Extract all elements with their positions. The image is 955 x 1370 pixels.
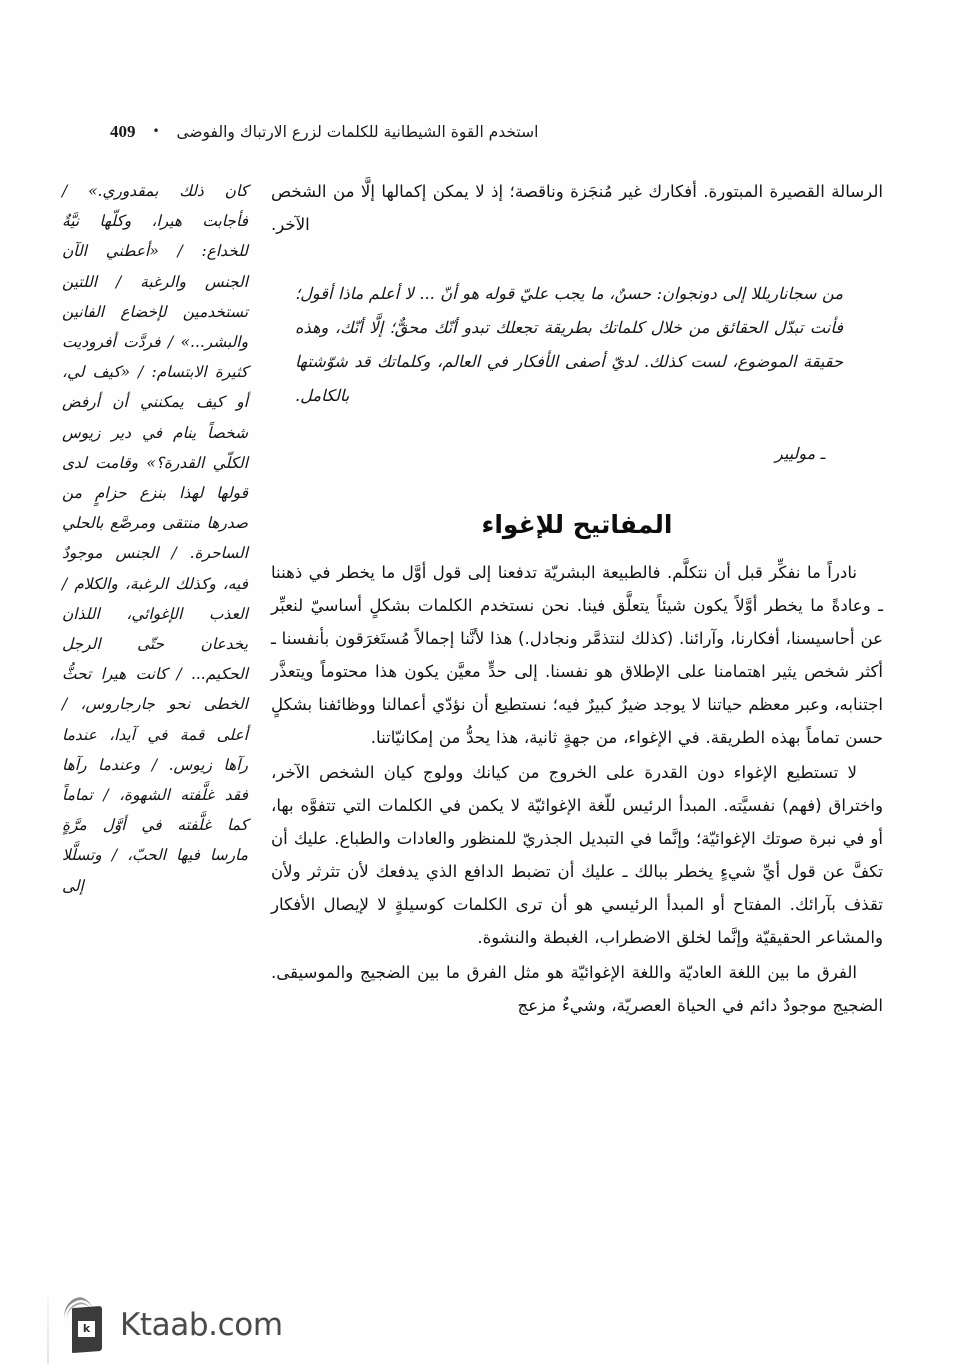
body-paragraph-3: الفرق ما بين اللغة العاديّة واللغة الإغوائيّة هو مثل الفرق ما بين الضجيج والموسيقى. الضجيج موجودٌ دائم في الحياة العصريّة، وشيءٌ مزعج xyxy=(271,963,883,1016)
site-watermark xyxy=(62,1298,283,1352)
pull-quote xyxy=(271,277,883,469)
pull-quote-attribution: ـ موليير xyxy=(775,444,825,463)
running-head xyxy=(110,122,840,142)
body-paragraph-1: نادراً ما نفكِّر قبل أن نتكلَّم. فالطبيعة البشريّة تدفعنا إلى قول أوَّل ما يخطر في ذهننا ـ وعادةً ما يخطر أوَّلاً يكون شيئاً يتعلَّق فينا. نحن نستخدم الكلمات بشكلٍ أساسيّ لنعبِّر عن أحاسيسنا، أفكارنا، وآرائنا. (كذلك لنتذمَّر ونجادل.) هذا لأنَّنا إجمالاً مُستَغرَقون بأنفسنا ـ أكثر شخص يثير اهتمامنا على الإطلاق هو نفسنا. إلى حدٍّ معيَّن يكون هذا محتوماً ويتعذَّر اجتنابه، وعبر معظم حياتنا لا يوجد ضيرٌ كبيرٌ فيه؛ نستطيع أن نؤدّي أعمالنا ووظائفنا بشكلٍ حسن تماماً بهذه الطريقة. في الإغواء، من جهةٍ ثانية، هذا يحدُّ من إمكانيّاتنا. xyxy=(271,563,883,748)
running-head-inner xyxy=(110,122,538,142)
book-badge-letter: k xyxy=(78,1321,95,1337)
paragraph-continued: الرسالة القصيرة المبتورة. أفكارك غير مُنجَزة وناقصة؛ إذ لا يمكن إكمالها إلَّا من الشخص الآخر. xyxy=(271,182,883,234)
page-number: 409 xyxy=(110,122,136,141)
pull-quote-text: من سجاناريللا إلى دونجوان: حسنٌ، ما يجب عليّ قوله هو أنّ ... لا أعلم ماذا أقول؛ فأنت تبدّل الحقائق من خلال كلماتك بطريقة تجعلك تبدو أنّك محقٌّ؛ إلَّا أنّك، وهذه حقيقة الموضوع، لست كذلك. لديّ أصفى الأفكار في العالم، وكلماتك قد شوّشتها بالكامل. xyxy=(295,284,843,405)
body-paragraph-2: لا تستطيع الإغواء دون القدرة على الخروج من كيانك وولوج كيان الشخص الآخر، واختراق (فهم) نفسيَّته. المبدأ الرئيس للّغة الإغوائيّة لا يكمن في الكلمات التي تتفوَّه بها، أو في نبرة صوتك الإغوائيّة؛ وإنَّما في التبديل الجذريّ للمنظور والعادات والطباع. عليك أن تكفَّ عن قول أيِّ شيءٍ يخطر ببالك ـ عليك أن تضبط الدافع الذي يدفعك لأن تثرثر ولأن تقذف بآرائك. المفتاح أو المبدأ الرئيسي هو أن ترى الكلمات كوسيلةٍ لا لإيصال الأفكار والمشاعر الحقيقيّة وإنَّما لخلق الاضطراب، الغبطة والنشوة. xyxy=(271,763,883,948)
running-head-title: استخدم القوة الشيطانية للكلمات لزرع الارتباك والفوضى xyxy=(176,123,539,141)
running-head-bullet: • xyxy=(152,124,160,138)
page-gutter-shadow xyxy=(47,1298,49,1364)
watermark-label: Ktaab.com xyxy=(120,1307,283,1343)
book-icon xyxy=(62,1298,108,1352)
section-heading: المفاتيح للإغواء xyxy=(481,510,673,539)
main-text-column xyxy=(271,175,883,1024)
margin-note-column xyxy=(62,176,248,901)
margin-note-text: كان ذلك بمقدوري.» / فأجابت هيرا، وكلّها نيَّةٌ للخداع: / «أعطني الآن الجنس والرغبة / اللتين تستخدمين لإخضاع الفانين والبشر...» / فردَّت أفروديت كثيرة الابتسام: / «كيف لي، أو كيف يمكنني أن أرفض شخصاً ينام في دير زيوس الكلّي القدرة؟» وقامت لدى قولها لهذا بنزع حزامٍ من صدرها منتقى ومرصَّع بالحلي الساحرة. / الجنس موجودٌ فيه، وكذلك الرغبة، والكلام / العذب الإغوائي، اللذان يخدعان حتّى الرجل الحكيم... / كانت هيرا تحثُّ الخطى نحو جارجاروس، / أعلى قمة في آيدا، عندما رآها زيوس. / وعندما رآها فقد غلَّفته الشهوة، / تماماً كما غلَّفته في أوَّل مرَّةٍ مارسا فيها الحبّ، / وتسلَّلا إلى xyxy=(62,182,248,895)
